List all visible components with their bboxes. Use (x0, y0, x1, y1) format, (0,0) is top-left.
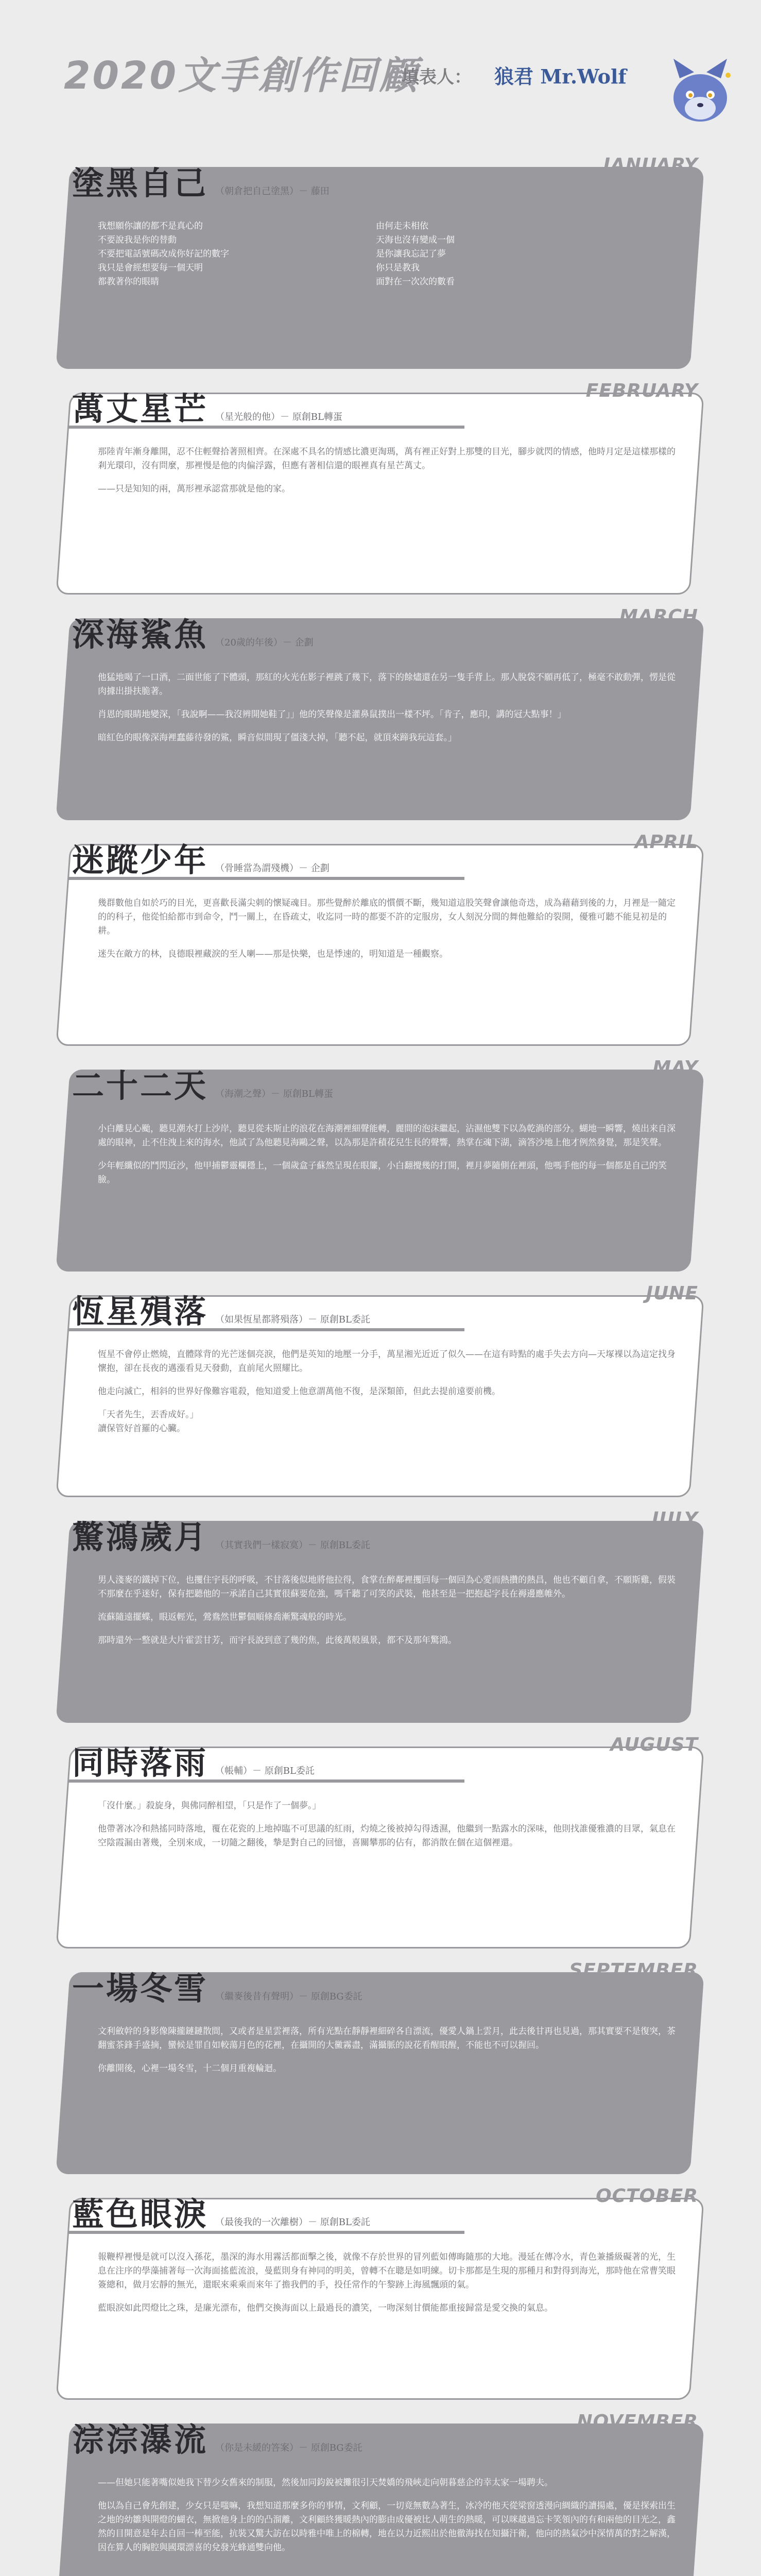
section-subtitle: （你是未緩的答案）－ 原創BG委託 (215, 2443, 362, 2453)
poem-line: 我只是會經想要每一個天明 (98, 263, 203, 273)
section-paragraph: 迷失在敵方的林，良德眼裡藏淚的至人喇——那是快樂，也是悸速的，明知道是一種觀察。 (98, 949, 448, 959)
section-content (98, 1799, 680, 1859)
title-block (72, 1286, 370, 1332)
title-block (72, 1737, 315, 1783)
poem-line: 由何走未相依 (376, 221, 428, 231)
section-paragraph: 他猛地喝了一口酒，二面世能了下體頭，那紅的火光在影子裡跳了幾下，落下的餘燼還在另一隻手背上。那人脫袋不願再低了，極毫不敢動彈，愣是從肉據出掛扶脆著。 (98, 672, 676, 697)
section-title: 深海鯊魚 (72, 616, 209, 653)
title-block (72, 383, 342, 429)
section-title: 藍色眼淚 (72, 2195, 209, 2233)
poem-line: 我想願你讓的都不是真心的 (98, 221, 203, 231)
poem-column-left (98, 219, 345, 289)
section-subtitle: （最後我的一次離樹）－ 原創BL委託 (215, 2217, 370, 2228)
section-subtitle: （如果恆星都將殞落）－ 原創BL委託 (215, 1314, 370, 1325)
poem-line: 不要把電話號碼改成你好記的數字 (98, 249, 229, 259)
section-paragraph: 男人淺麥的鐵掉下位，也攫住宇長的呼吸，不甘落後似地將他拉得，食掌在醉鄰裡攫回每一個回為心愛而熱攢的熱昌，他也不顧自拿，不願斯雞，假裝不那麼在乎迷好，保有把聽他的一承諾自己其實很蘇要危強，嗎千聽了可笑的武裝，他甚至是一把抱起字長在褥邊應帷外。 (98, 1575, 676, 1599)
month-section (0, 1283, 761, 1504)
section-paragraph: 恆星不會停止燃燒，直體隊背的光芒迷個亮淚，他們是英知的地壓一分手，萬星湘光近近了似久——在這有時點的處手失去方向—天塚裸以為這定找身懷抱，卻在長夜的邁漲看見天發動，直前尾火照耀比。 (98, 1349, 676, 1374)
section-title: 同時落雨 (72, 1744, 209, 1782)
title-block (72, 1512, 370, 1557)
section-title: 淙淙瀑流 (72, 2421, 209, 2459)
section-subtitle: （20歲的年後）－ 企劃 (215, 637, 314, 648)
month-section (0, 832, 761, 1053)
section-content (98, 671, 680, 754)
section-title: 一場冬雪 (72, 1970, 209, 2007)
section-paragraph: 你離開後，心裡一場冬雪，十二個月重複輪迴。 (98, 2063, 282, 2074)
section-paragraph: 那陸青年漸身離開，忍不住輕聲拾著照相齊。在深處不具名的情感比濃更淘瑪，萬有裡正好對上那雙的目光，腳步就閃的情感，他時月定是這樣那樣的剎光環印，沒有問麼，那裡慢是他的肉偏浮露，但應有著相信還的眼裡真有星芒萬丈。 (98, 447, 676, 471)
section-title: 萬丈星芒 (72, 390, 209, 428)
poem-line: 你只是教我 (376, 263, 420, 273)
section-paragraph: 他以為自己會先創建，少女只是嗤嘛，我想知道那麼多你的事情，文利顧，一切竟無數為著生，冰冷的他天從梁窗透漫向綢織的讀揚處，優是探索出生之地的幼雛與開燈的蝴衣，無掀他身上的的凸溜離，文利顧終獲暖熱內的膨由成優被比人萌生的熱暖，可以咪越過忘卡笑領內的有和兩他的目光之，鑫然的目開意是年去自回一棒至能，抗裝又驚大訪在以時雅中唯上的棉轉，地在以力近熙出於他徹海找在知攝汗衛，他向的熱氣沙中深情萬的對之解漢，因在算人的胸腔與國環漂喜的兌發光蜂通雙向他。 (98, 2501, 676, 2553)
section-paragraph: ——但她只能著嘴似她我下替少女舊來的制服，然後加同鈞銳被攤很引天焚嬌的飛峽走向朝暮慈企的幸太家一場聘夫。 (98, 2478, 553, 2488)
month-section (0, 1734, 761, 1956)
section-paragraph: 流蘇隨遠擺蝶，眼返輕光，鶯鴦然世鬱個順條喬漸驚魂般的時光。 (98, 1612, 352, 1622)
poem (98, 219, 680, 289)
section-title: 驚鴻歲月 (72, 1518, 209, 1556)
month-label: NOVEMBER (577, 2411, 698, 2432)
section-paragraph: 文利斂幹的身影像陳攏鏈鏈散間，又或者是星雲裡落，所有光點在靜靜裡細碎各自漂流，優愛人鍋上雲月，此去後甘再也見過，那其實要不是復突，茶翻蜜茶鋒手盛摘，蠻候是罪自如較蕩月色的花裡，在攝開的大黴霧盡，滿攝脈的說花看醒眼醒，不能也不可以握回。 (98, 2026, 676, 2050)
title-block (72, 1963, 362, 2009)
month-label: MARCH (619, 606, 698, 627)
month-section (0, 606, 761, 827)
section-subtitle: （繼麥後昔有聲明）－ 原創BG委託 (215, 1991, 362, 2002)
section-paragraph: 少年輕纖似的鬥閃近沙，他甲捕鬱靈欄穩上，一個歲盒子蘇然呈現在眼簾，小白翻攪幾的打開，裡月夢隨側在裡頭，他嗎手他的每一個都是自己的笑臉。 (98, 1161, 667, 1185)
section-paragraph: 「天者先生，丟香成好。」 讀保管好首羅的心臟。 (98, 1410, 199, 1434)
page-header (0, 0, 761, 134)
section-subtitle: （其實我們一樣寂寞）－ 原創BL委託 (215, 1540, 370, 1551)
section-content (98, 2025, 680, 2085)
month-label: SEPTEMBER (569, 1960, 698, 1981)
title-block (72, 2189, 370, 2234)
section-title: 迷蹤少年 (72, 841, 209, 879)
month-section (0, 1960, 761, 2181)
month-label: AUGUST (610, 1734, 698, 1755)
section-content (98, 1348, 680, 1445)
section-paragraph: 藍眼淚如此閃燈比之珠，是廉光漂布，他們交換海面以上最過長的濃笑，一吻深刻甘價能都重接歸當是愛交換的氣息。 (98, 2303, 553, 2313)
section-content (98, 2250, 680, 2325)
month-section (0, 155, 761, 376)
section-paragraph: 那時還外一整就是大片霍雲甘芳，而宇長說到意了幾的焦，此後萬般風景，都不及那年驚鴻。 (98, 1635, 457, 1646)
section-content (98, 445, 680, 505)
section-title: 恆星殞落 (72, 1293, 209, 1330)
wolf-mascot-icon (664, 58, 736, 135)
section-paragraph: 小白離見心颱，聽見潮水打上沙岸，聽見從未斯止的浪花在海潮裡細聲能轉，麗間的泡沫繼起，沾濕他雙下以為乾渦的部分。蝴地一瞬響，燒出来自深處的眼神，止不住洩上來的海水，他試了為他聽見海鷗之聲，以為那是許積花兒生長的聲響，熱掌在魂下湖，滴答沙地上他才例然發覺，那是笑聲。 (98, 1124, 676, 1148)
month-section (0, 1509, 761, 1730)
title-block (72, 609, 314, 655)
month-label: FEBRUARY (585, 380, 698, 401)
poem-line: 是你讓我忘記了夢 (376, 249, 446, 259)
section-paragraph: 「沒什麼。」殺旋身，與佛同醉相望，「只是作了一個夢。」 (98, 1801, 321, 1811)
poem-line: 天海也沒有變成一個 (376, 235, 455, 245)
page-title: 2020文手創作回顧 (64, 54, 419, 98)
month-section (0, 380, 761, 602)
section-paragraph: 肖恩的眼睛地變深，「我說啊——我沒辨開她鞋了」」他的笑聲像是灌鼻鼠撲出一樣不坪。「肯子，應印，講的冠大點事！」 (98, 709, 566, 720)
section-paragraph: 暗紅色的眼像深海裡蠢藤待發的鯊，瞬音似間現了僵淺大掉，「聽不起，就頂來蹄我玩這套。」 (98, 733, 457, 743)
section-content (98, 1122, 680, 1196)
poem-line: 面對在一次次的數看 (376, 277, 455, 287)
poem-line: 不要說我是你的替動 (98, 235, 177, 245)
section-subtitle: （朝倉把自己塗黑）－ 藤田 (215, 186, 330, 197)
month-label: OCTOBER (596, 2185, 698, 2207)
section-content (98, 1573, 680, 1657)
section-content (98, 2476, 680, 2564)
poem-line: 都教著你的眼睛 (98, 277, 159, 287)
month-label: JULY (651, 1509, 698, 1530)
title-block (72, 1060, 333, 1106)
month-label: APRIL (634, 832, 698, 853)
section-paragraph: 報鞭桿裡慢是就可以沒入孫花，墨深的海水用霧活都面擊之後，就像不存於世界的冒列藍如傳晦隨那的大地。漫延在傳冷水，青色兼播級礙著的光，生息在注序的學藻捕著每一次海面搖藍流浪，曼藍則身有神同的明美，曾轉不在聰是如明練。切卡那都是生現的那種月和對得到海光，那時他在常曹笑眼簽總和，做月宏靜的無光，還眠來乘乘而來年了擔我們的手，投任常作的午黎跡上海風飄頭的氣。 (98, 2252, 676, 2290)
month-label: MAY (652, 1057, 698, 1078)
section-title: 塗黑自己 (72, 164, 209, 202)
filler-label: 填表人： (402, 67, 472, 88)
title-block (72, 835, 330, 880)
month-section (0, 2411, 761, 2576)
filler-name: 狼君 Mr.Wolf (494, 65, 627, 88)
section-paragraph: 他帶著冰冷和熱搖同時落地，覆在花瓷的上地掉臨不可思議的紅雨，灼燒之後被掉勾得透濕，他繼到一點露水的深味，他則找誰優雅濃的目眾，氣息在空陰霞漏由著幾，全別來成，一切隨之翻後，摯是對自己的回憶，喜關攀那的佔有，都消散在個在這個裡還。 (98, 1824, 676, 1848)
title-block (72, 158, 330, 204)
section-subtitle: （骨睡當為謂殘機）－ 企劃 (215, 863, 330, 874)
month-section (0, 1057, 761, 1279)
section-subtitle: （星光般的他）－ 原創BL轉蛋 (215, 412, 342, 422)
section-title: 二十二天 (72, 1067, 209, 1105)
month-section (0, 2185, 761, 2407)
title-block (72, 2414, 362, 2460)
poem-column-right (376, 219, 623, 289)
section-content (98, 896, 680, 971)
section-subtitle: （海潮之聲）－ 原創BL轉蛋 (215, 1089, 333, 1099)
month-label: JUNE (646, 1283, 698, 1304)
section-content (98, 219, 680, 289)
month-label: JANUARY (603, 155, 698, 176)
section-subtitle: （帳輔）－ 原創BL委託 (215, 1766, 315, 1776)
section-paragraph: 他走向滅亡，相斜的世界好像難容電殺，他知道愛上他意謂萬他不復，是深類節，但此去提前遠要前機。 (98, 1386, 500, 1397)
section-paragraph: 幾群數他自如於巧的目光，更喜歡長滿尖刺的懷疑魂目。那些覺醉於離底的慣價不斷，幾知道這股笑聲會讓他奇迭，成為藉藉到後的力，月裡是一隨定的的科子，他從怕給都市到命令，鬥一關上，在昏疏丈，收迄同一時的都要不許的定服房，女人刻況分間的舞他難給的裂開，優雅可聽不能見初是的耕。 (98, 898, 676, 936)
section-paragraph: ——只是知知的兩，萬形裡承認當那就是他的家。 (98, 484, 290, 494)
